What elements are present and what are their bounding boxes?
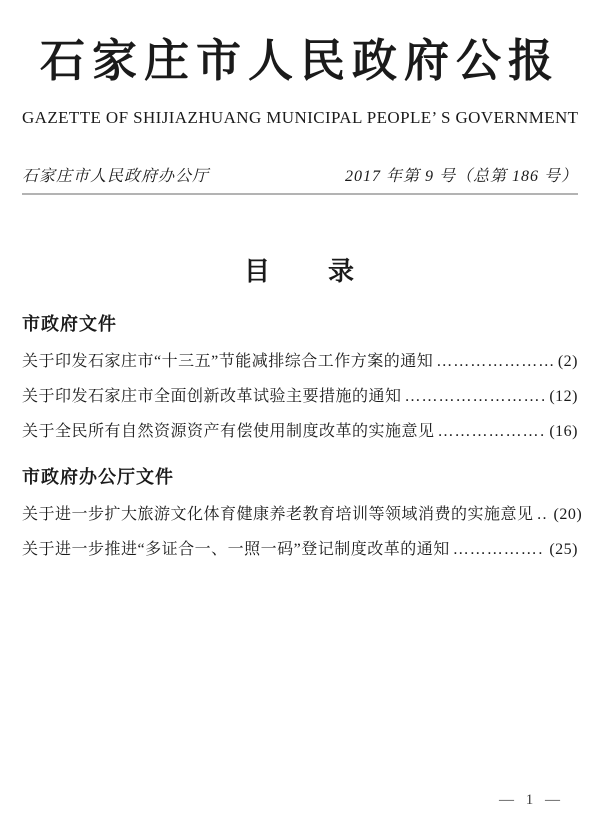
toc-item-page-number: (16) [549,423,578,440]
toc-item-page-number: (12) [549,388,578,405]
dot-leader [405,388,545,406]
toc-item-title: 关于进一步推进“多证合一、一照一码”登记制度改革的通知 [22,541,450,558]
toc-item [22,348,578,371]
toc-item [22,418,578,441]
gazette-subtitle-english: GAZETTE OF SHIJIAZHUANG MUNICIPAL PEOPLE’ S GOVERNMENT [22,108,579,127]
toc-item-page-number: (20) [553,506,583,523]
issue-row [22,163,578,186]
issue-number: 2017 年第 9 号（总第 186 号） [344,168,578,185]
toc-item-title: 关于全民所有自然资源资产有偿使用制度改革的实施意见 [22,423,435,440]
issuer-name: 石家庄市人民政府办公厅 [22,168,210,185]
toc-item-title: 关于印发石家庄市“十三五”节能减排综合工作方案的通知 [22,353,434,370]
toc-item-page-number: (2) [557,353,578,370]
page-number-indicator: — 1 — [499,792,564,808]
toc-item-page-number: (25) [549,541,578,558]
toc-item [22,501,583,524]
toc-item-title: 关于印发石家庄市全面创新改革试验主要措施的通知 [22,388,402,405]
toc-item [22,383,578,406]
dot-leader [436,353,553,371]
dot-leader [438,423,545,441]
gazette-title: 石家庄市人民政府公报 [39,34,560,87]
dot-leader [453,541,545,559]
section-heading-general-office-documents: 市政府办公厅文件 [22,467,174,488]
masthead-divider-rule [22,193,578,195]
section-heading-government-documents: 市政府文件 [22,314,117,335]
dot-leader [537,506,549,524]
toc-item [22,536,578,559]
toc-title: 目 录 [243,257,356,287]
toc-item-title: 关于进一步扩大旅游文化体育健康养老教育培训等领域消费的实施意见 [22,506,534,523]
